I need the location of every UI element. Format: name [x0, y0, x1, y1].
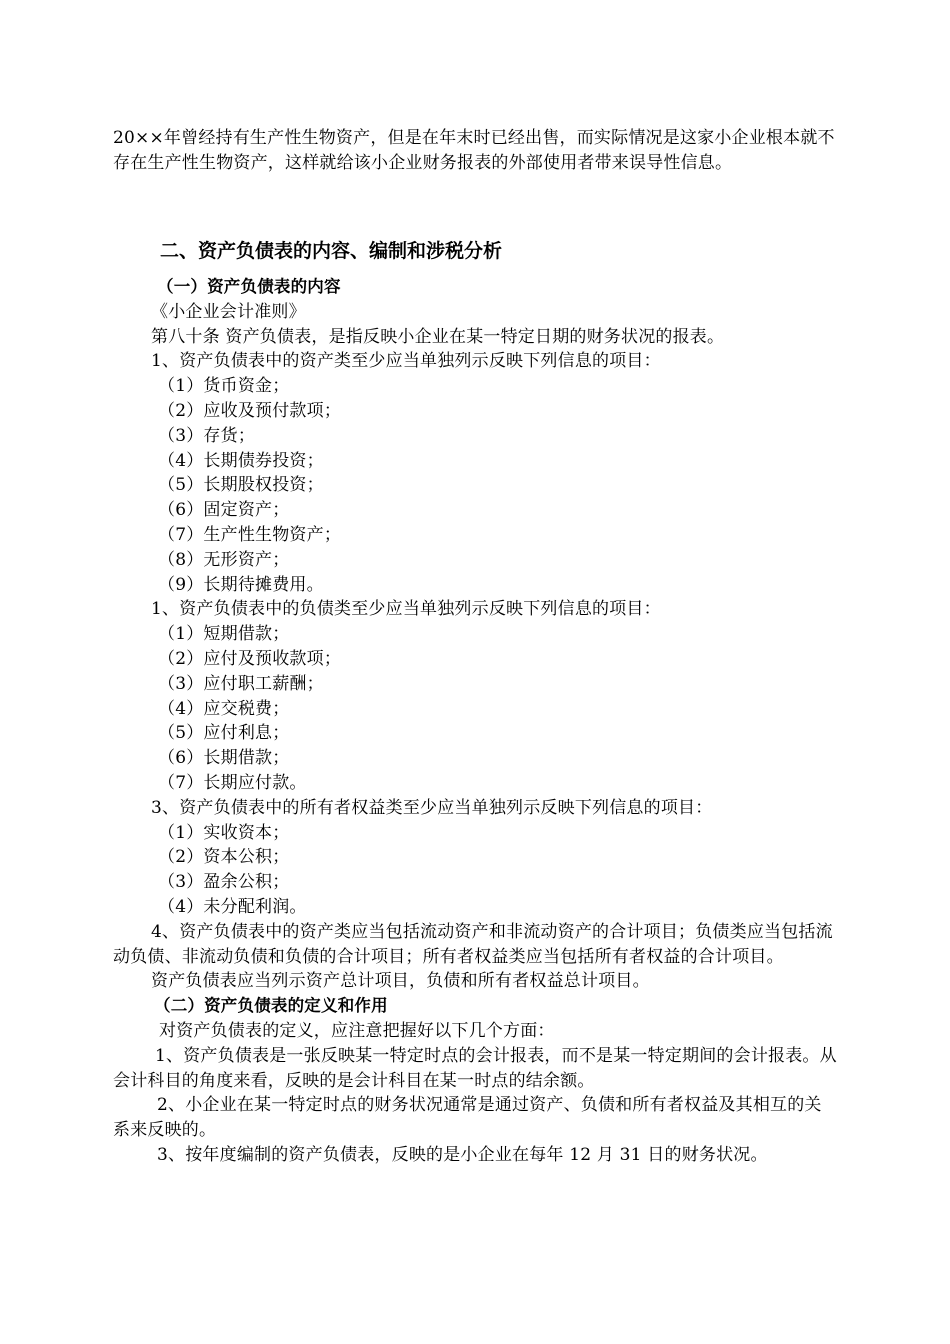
definition-intro: 对资产负债表的定义，应注意把握好以下几个方面：	[159, 1020, 555, 1041]
asset-item: （8）无形资产；	[158, 549, 290, 570]
asset-item: （6）固定资产；	[158, 500, 290, 521]
liability-item: （5）应付利息；	[158, 723, 290, 744]
subsection-title-2: （二）资产负债表的定义和作用	[154, 996, 388, 1016]
liability-item: （6）长期借款；	[158, 748, 290, 769]
liabilities-intro: 1、资产负债表中的负债类至少应当单独列示反映下列信息的项目：	[151, 599, 661, 620]
liability-item: （3）应付职工薪酬；	[158, 673, 324, 694]
equity-item: （2）资本公积；	[158, 847, 290, 868]
asset-item: （3）存货；	[158, 425, 256, 446]
liability-item: （7）长期应付款。	[158, 772, 307, 793]
equity-intro: 3、资产负债表中的所有者权益类至少应当单独列示反映下列信息的项目：	[151, 797, 713, 818]
document-body	[113, 275, 838, 1168]
subsection-title-1: （一）资产负债表的内容	[157, 277, 341, 296]
asset-item: （1）货币资金；	[158, 376, 290, 397]
asset-item: （2）应收及预付款项；	[158, 400, 342, 421]
liability-item: （2）应付及预收款项；	[158, 648, 342, 669]
intro-text: 20××年曾经持有生产性生物资产，但是在年末时已经出售，而实际情况是这家小企业根本就不存在生产性生物资产，这样就给该小企业财务报表的外部使用者带来误导性信息。	[113, 128, 835, 173]
assets-intro: 1、资产负债表中的资产类至少应当单独列示反映下列信息的项目：	[151, 351, 661, 372]
liability-item: （1）短期借款；	[158, 624, 290, 645]
asset-item: （9）长期待摊费用。	[158, 574, 324, 595]
item-4-paragraph: 4、资产负债表中的资产类应当包括流动资产和非流动资产的合计项目；负债类应当包括流动负债、非流动负债和负债的合计项目；所有者权益类应当包括所有者权益的合计项目。	[113, 921, 833, 967]
totals-paragraph: 资产负债表应当列示资产总计项目，负债和所有者权益总计项目。	[151, 971, 650, 992]
definition-2: 2、小企业在某一特定时点的财务状况通常是通过资产、负债和所有者权益及其相互的关系来反映的。	[113, 1095, 822, 1141]
article-80: 第八十条 资产负债表，是指反映小企业在某一特定日期的财务状况的报表。	[151, 326, 725, 347]
equity-item: （1）实收资本；	[158, 822, 290, 843]
asset-item: （7）生产性生物资产；	[158, 524, 342, 545]
liability-item: （4）应交税费；	[158, 698, 290, 719]
definition-3: 3、按年度编制的资产负债表，反映的是小企业在每年 12 月 31 日的财务状况。	[157, 1144, 768, 1165]
asset-item: （5）长期股权投资；	[158, 475, 324, 496]
equity-item: （3）盈余公积；	[158, 872, 290, 893]
law-name: 《小企业会计准则》	[151, 301, 306, 322]
asset-item: （4）长期债券投资；	[158, 450, 324, 471]
intro-paragraph	[113, 126, 838, 176]
section-title: 二、资产负债表的内容、编制和涉税分析	[160, 240, 503, 262]
equity-item: （4）未分配利润。	[158, 896, 307, 917]
definition-1: 1、资产负债表是一张反映某一特定时点的会计报表，而不是某一特定期间的会计报表。从会计科目的角度来看，反映的是会计科目在某一时点的结余额。	[113, 1045, 837, 1091]
